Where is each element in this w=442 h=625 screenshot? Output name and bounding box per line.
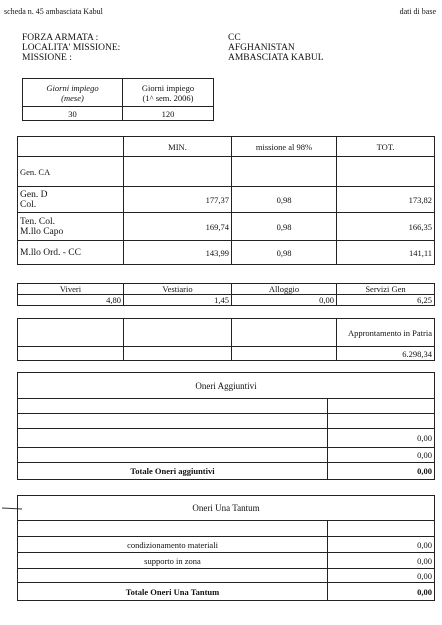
tot-cell — [337, 157, 435, 187]
oneri-aggiuntivi-row — [18, 429, 435, 448]
indennita-row-label — [18, 187, 124, 213]
oneri-label-cell — [18, 399, 328, 414]
oneri-aggiuntivi-total-value: 0,00 — [328, 463, 435, 480]
giorni-sem-header — [123, 79, 214, 107]
empty-cell — [124, 347, 232, 361]
oneri-value-cell: 0,00 — [328, 429, 435, 448]
approntamento-table — [17, 318, 435, 361]
approntamento-value-row — [18, 347, 435, 361]
una-tantum-row — [18, 537, 435, 553]
giorni-mese-header-line1: Giorni impiego — [46, 82, 99, 93]
indennita-row — [18, 213, 435, 241]
tot-cell: 141,11 — [337, 241, 435, 265]
indennita-row-label — [18, 241, 124, 265]
vestiario-header: Vestiario — [124, 284, 232, 295]
oneri-una-tantum-table — [17, 495, 435, 601]
una-tantum-total-label: Totale Oneri Una Tantum — [18, 583, 328, 601]
min-cell — [124, 157, 232, 187]
alloggio-header: Alloggio — [232, 284, 337, 295]
una-tantum-label-cell — [18, 521, 328, 537]
una-tantum-label-cell: condizionamento materiali — [18, 537, 328, 553]
indennita-header-pct: missione al 98% — [232, 137, 337, 157]
una-tantum-row — [18, 569, 435, 583]
forza-armata-value: CC — [228, 33, 241, 43]
missione-value: AMBASCIATA KABUL — [228, 53, 324, 63]
empty-cell — [232, 347, 337, 361]
servizi-table — [17, 283, 435, 306]
giorni-sem-header-line1: Giorni impiego — [141, 82, 195, 93]
giorni-mese-header-line2: (mese) — [61, 92, 84, 103]
min-cell: 177,37 — [124, 187, 232, 213]
oneri-label-cell — [18, 429, 328, 448]
oneri-label-cell — [18, 448, 328, 463]
giorni-sem-value: 120 — [123, 107, 214, 121]
info-labels — [22, 33, 120, 63]
tot-cell: 173,82 — [337, 187, 435, 213]
una-tantum-title-row — [18, 496, 435, 521]
oneri-value-cell: 0,00 — [328, 448, 435, 463]
empty-cell — [18, 319, 124, 347]
indennita-row — [18, 241, 435, 265]
una-tantum-value-cell: 0,00 — [328, 537, 435, 553]
servizi-gen-value: 6,25 — [337, 295, 435, 306]
tot-cell: 166,35 — [337, 213, 435, 241]
empty-cell — [18, 347, 124, 361]
oneri-value-cell — [328, 399, 435, 414]
info-values — [228, 33, 324, 63]
una-tantum-row — [18, 521, 435, 537]
pct-cell: 0,98 — [232, 187, 337, 213]
indennita-row-label — [18, 157, 124, 187]
giorni-impiego-table — [22, 78, 214, 121]
una-tantum-value-cell: 0,00 — [328, 569, 435, 583]
rank-label-line1: M.llo Ord. - CC — [20, 247, 81, 258]
servizi-gen-header: Servizi Gen — [337, 284, 435, 295]
rank-label-line2: Col. — [20, 199, 37, 210]
una-tantum-title: Oneri Una Tantum — [18, 496, 435, 521]
pct-cell: 0,98 — [232, 241, 337, 265]
approntamento-value: 6.298,34 — [337, 347, 435, 361]
servizi-header-row — [18, 284, 435, 295]
rank-label-line1: Gen. D — [20, 189, 48, 200]
oneri-aggiuntivi-total-row — [18, 463, 435, 480]
rank-label-line1: Ten. Col. — [20, 216, 55, 227]
oneri-aggiuntivi-table — [17, 372, 435, 480]
forza-armata-label: FORZA ARMATA : — [22, 33, 99, 43]
una-tantum-value-cell: 0,00 — [328, 553, 435, 569]
missione-label: MISSIONE : — [22, 53, 72, 63]
giorni-sem-header-line2: (1^ sem. 2006) — [142, 92, 194, 103]
localita-label: LOCALITA' MISSIONE: — [22, 43, 121, 53]
localita-value: AFGHANISTAN — [228, 43, 295, 53]
viveri-value: 4,80 — [18, 295, 124, 306]
una-tantum-label-cell — [18, 569, 328, 583]
min-cell: 169,74 — [124, 213, 232, 241]
oneri-value-cell — [328, 414, 435, 429]
sheet-reference: scheda n. 45 ambasciata Kabul — [4, 7, 103, 16]
oneri-aggiuntivi-title-row — [18, 373, 435, 399]
oneri-label-cell — [18, 414, 328, 429]
empty-cell — [232, 319, 337, 347]
indennita-header-min: MIN. — [124, 137, 232, 157]
oneri-aggiuntivi-row — [18, 399, 435, 414]
giorni-mese-value: 30 — [23, 107, 123, 121]
una-tantum-label-cell: supporto in zona — [18, 553, 328, 569]
indennita-header-tot: TOT. — [337, 137, 435, 157]
giorni-value-row — [23, 107, 214, 121]
empty-cell — [124, 319, 232, 347]
giorni-header-row — [23, 79, 214, 107]
indennita-header-empty — [18, 137, 124, 157]
approntamento-label: Approntamento in Patria — [337, 319, 435, 347]
indennita-row — [18, 157, 435, 187]
oneri-aggiuntivi-row — [18, 414, 435, 429]
viveri-header: Viveri — [18, 284, 124, 295]
pct-cell — [232, 157, 337, 187]
una-tantum-total-row — [18, 583, 435, 601]
pct-cell: 0,98 — [232, 213, 337, 241]
approntamento-label-row — [18, 319, 435, 347]
una-tantum-total-value: 0,00 — [328, 583, 435, 601]
indennita-header-row — [18, 137, 435, 157]
giorni-mese-header — [23, 79, 123, 107]
una-tantum-row — [18, 553, 435, 569]
servizi-value-row — [18, 295, 435, 306]
rank-label-line1: Gen. CA — [20, 166, 51, 177]
sheet-type-label: dati di base — [399, 7, 436, 16]
indennita-table — [17, 136, 435, 265]
alloggio-value: 0,00 — [232, 295, 337, 306]
oneri-aggiuntivi-row — [18, 448, 435, 463]
oneri-aggiuntivi-total-label: Totale Oneri aggiuntivi — [18, 463, 328, 480]
indennita-row — [18, 187, 435, 213]
vestiario-value: 1,45 — [124, 295, 232, 306]
min-cell: 143,99 — [124, 241, 232, 265]
oneri-aggiuntivi-title: Oneri Aggiuntivi — [18, 373, 435, 399]
una-tantum-value-cell — [328, 521, 435, 537]
rank-label-line2: M.llo Capo — [20, 226, 64, 237]
indennita-row-label — [18, 213, 124, 241]
